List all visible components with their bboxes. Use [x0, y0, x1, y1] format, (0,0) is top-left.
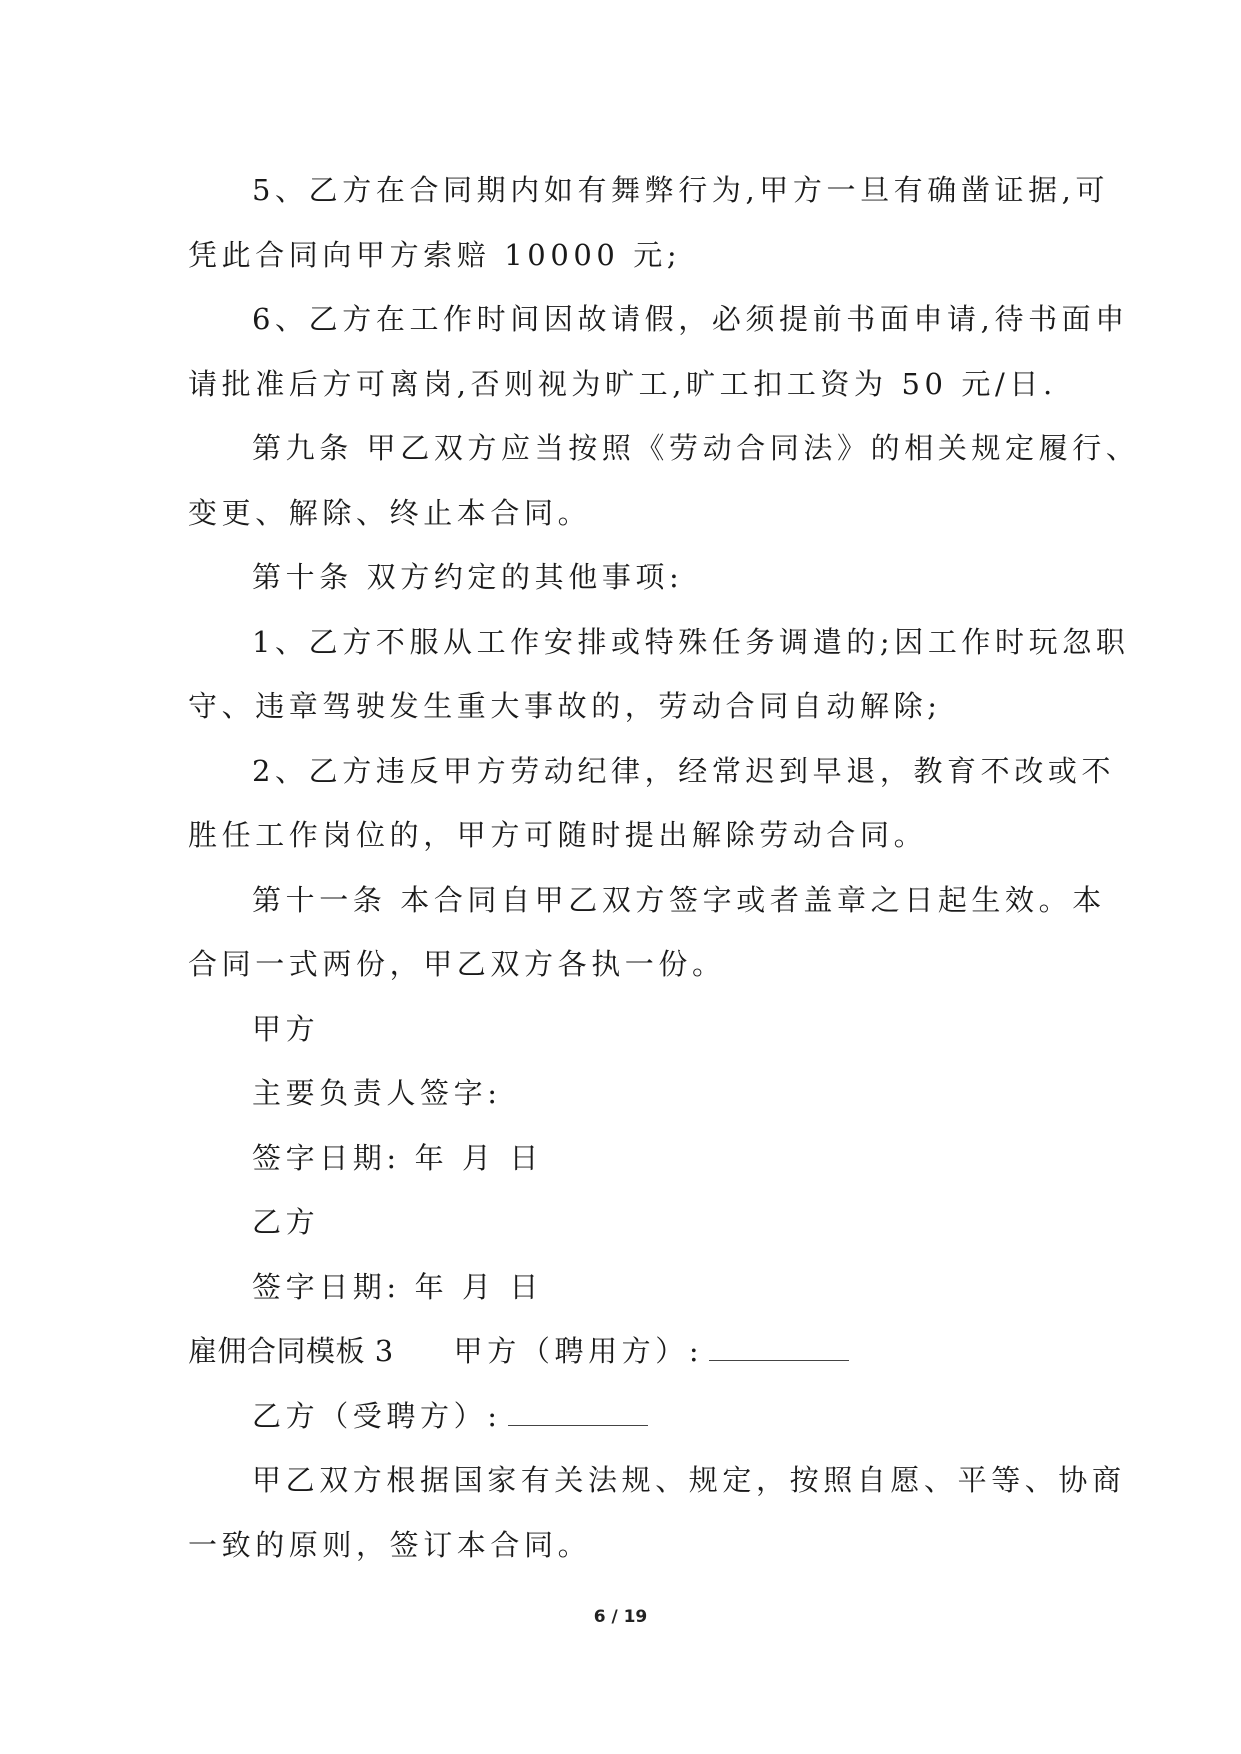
signature-date-line: 签字日期: 年 月 日: [252, 1269, 544, 1304]
paragraph-line: 2、乙方违反甲方劳动纪律，经常迟到早退，教育不改或不: [252, 753, 1116, 788]
party-b-label: 乙方（受聘方）:: [252, 1398, 502, 1433]
signature-line: 主要负责人签字:: [252, 1076, 502, 1110]
document-body: [188, 158, 1140, 1577]
paragraph-line: 甲乙双方根据国家有关法规、规定，按照自愿、平等、协商: [252, 1463, 1126, 1497]
paragraph-line: 守、违章驾驶发生重大事故的，劳动合同自动解除;: [188, 689, 942, 723]
paragraph-line: 合同一式两份，甲乙双方各执一份。: [188, 947, 726, 981]
party-a-label: 甲方（聘用方）:: [453, 1334, 704, 1368]
paragraph-line: 6、乙方在工作时间因故请假，必须提前书面申请,待书面申: [252, 302, 1129, 336]
article-ten-heading: 第十条 双方约定的其他事项:: [252, 560, 684, 594]
paragraph-line: 请批准后方可离岗,否则视为旷工,旷工扣工资为 50 元/日.: [188, 366, 1057, 401]
paragraph-line: 胜任工作岗位的，甲方可随时提出解除劳动合同。: [188, 818, 928, 852]
paragraph-line: 一致的原则，签订本合同。: [188, 1527, 592, 1562]
paragraph-line: 1、乙方不服从工作安排或特殊任务调遣的;因工作时玩忽职: [252, 624, 1130, 659]
article-nine-line: 第九条 甲乙双方应当按照《劳动合同法》的相关规定履行、: [252, 431, 1140, 465]
party-b-line: [188, 1384, 1068, 1449]
paragraph-line: 5、乙方在合同期内如有舞弊行为,甲方一旦有确凿证据,可: [252, 173, 1110, 207]
template-title: 雇佣合同模板 3: [188, 1334, 394, 1368]
template-title-line: [188, 1319, 1068, 1384]
paragraph-line: 变更、解除、终止本合同。: [188, 495, 592, 530]
page-number: 6 / 19: [593, 1607, 648, 1627]
party-a-heading: 甲方: [252, 1011, 320, 1046]
article-eleven-line: 第十一条 本合同自甲乙双方签字或者盖章之日起生效。本: [252, 882, 1106, 917]
signature-date-line: 签字日期: 年 月 日: [252, 1140, 544, 1175]
party-a-blank: [709, 1336, 849, 1361]
party-b-heading: 乙方: [252, 1205, 320, 1239]
paragraph-line: 凭此合同向甲方索赔 10000 元;: [188, 237, 682, 272]
party-b-blank: [508, 1401, 648, 1426]
